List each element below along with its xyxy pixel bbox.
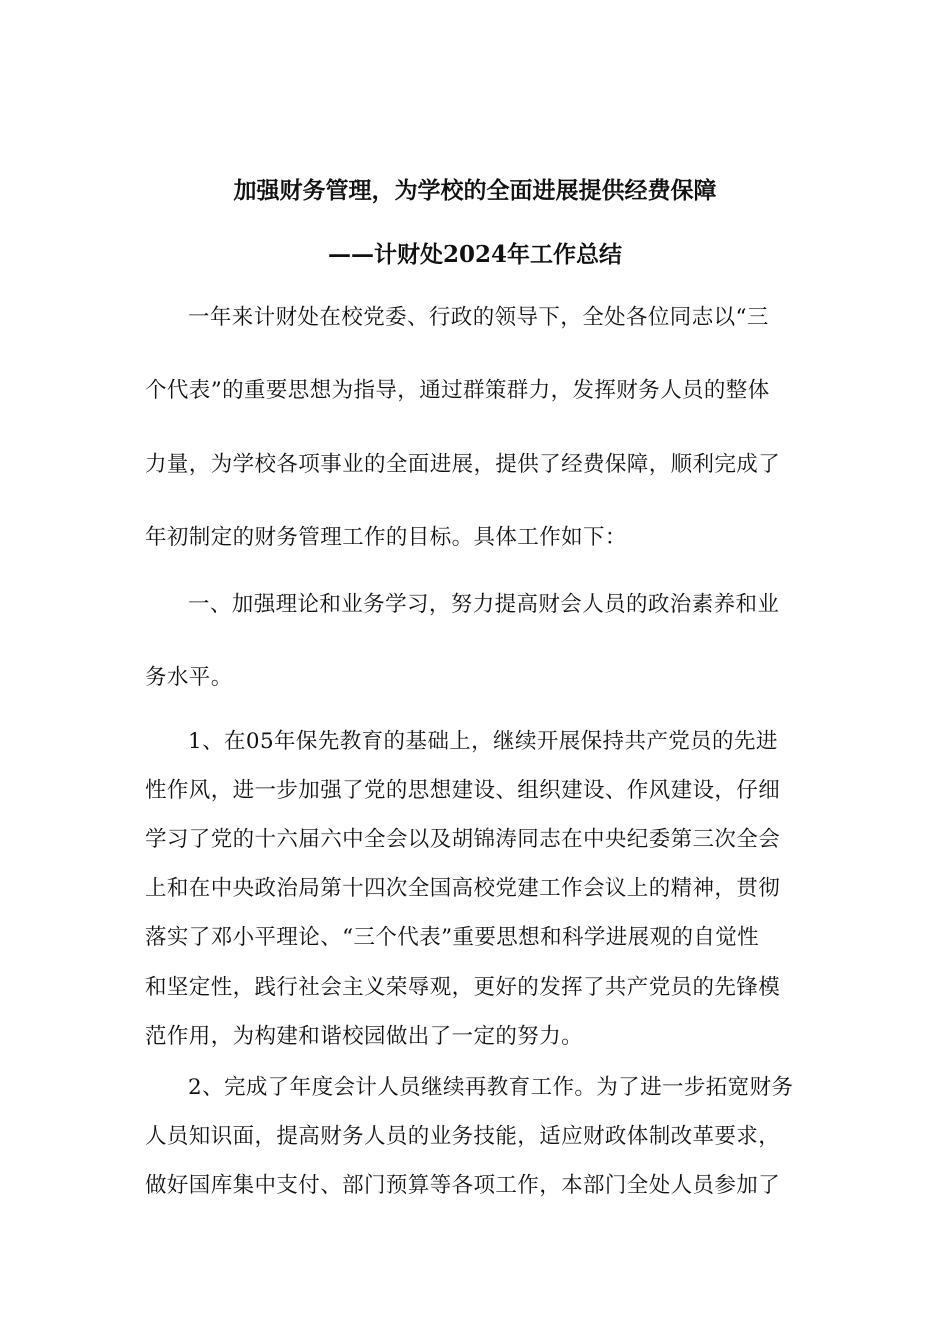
paragraph-line: 一、加强理论和业务学习，努力提高财会人员的政治素养和业 [188, 592, 780, 617]
paragraph-line: 务水平。 [145, 665, 233, 690]
paragraph-line: 一年来计财处在校党委、行政的领导下，全处各位同志以“三 [188, 305, 769, 330]
paragraph-line: 力量，为学校各项事业的全面进展，提供了经费保障，顺利完成了 [145, 452, 781, 477]
paragraph-line: 1、在05年保先教育的基础上，继续开展保持共产党员的先进 [188, 729, 778, 754]
paragraph-line: 范作用，为构建和谐校园做出了一定的努力。 [145, 1024, 584, 1049]
paragraph-line: 人员知识面，提高财务人员的业务技能，适应财政体制改革要求， [145, 1124, 781, 1149]
paragraph-line: 和坚定性，践行社会主义荣辱观，更好的发挥了共产党员的先锋模 [145, 975, 781, 1000]
document-subtitle: ——计财处2024年工作总结 [327, 241, 622, 268]
paragraph-line: 上和在中央政治局第十四次全国高校党建工作会议上的精神，贯彻 [145, 876, 781, 901]
document-title: 加强财务管理，为学校的全面进展提供经费保障 [233, 177, 717, 204]
paragraph-line: 落实了邓小平理论、“三个代表”重要思想和科学进展观的自觉性 [145, 925, 760, 950]
paragraph-line: 性作风，进一步加强了党的思想建设、组织建设、作风建设，仔细 [145, 778, 781, 803]
paragraph-line: 个代表”的重要思想为指导，通过群策群力，发挥财务人员的整体 [145, 378, 770, 403]
paragraph-line: 做好国库集中支付、部门预算等各项工作，本部门全处人员参加了 [145, 1173, 781, 1198]
paragraph-line: 学习了党的十六届六中全会以及胡锦涛同志在中央纪委第三次全会 [145, 827, 781, 852]
paragraph-line: 2、完成了年度会计人员继续再教育工作。为了进一步拓宽财务 [188, 1075, 794, 1100]
paragraph-line: 年初制定的财务管理工作的目标。具体工作如下： [145, 525, 627, 550]
